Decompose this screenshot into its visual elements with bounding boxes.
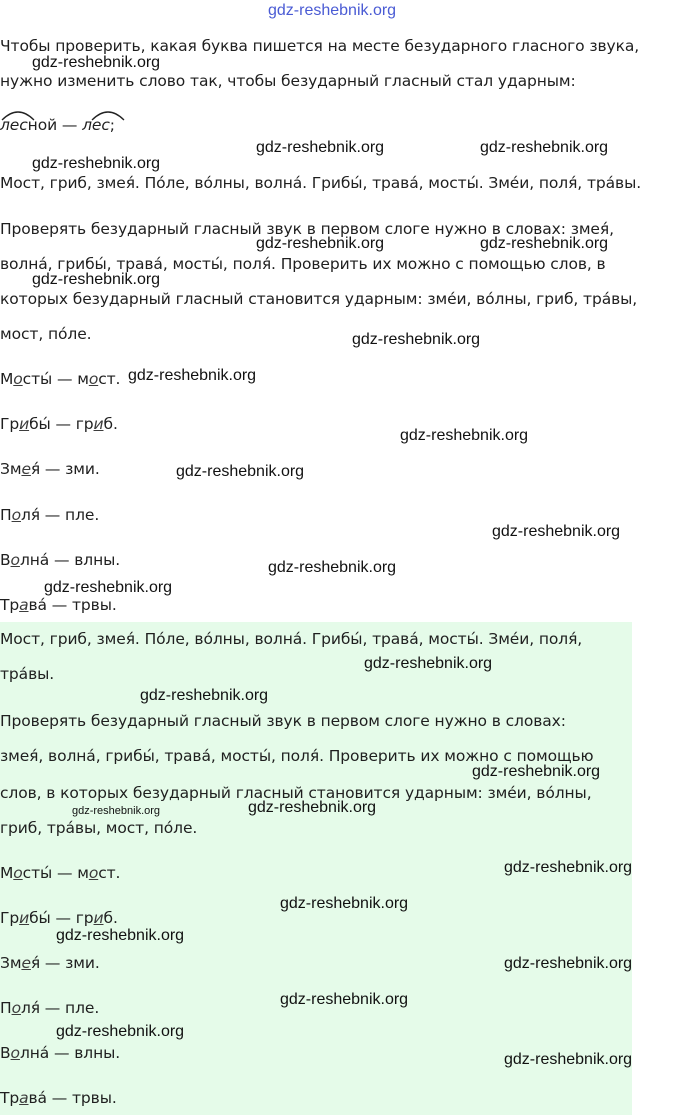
watermark: gdz-reshebnik.org bbox=[56, 927, 185, 944]
pair-row: Трава́ — трвы. bbox=[0, 596, 117, 614]
para-line-3: которых безударный гласный становится ударным: зме́и, во́лны, гриб, тра́вы, bbox=[0, 290, 638, 308]
watermark: gdz-reshebnik.org bbox=[480, 139, 609, 156]
answer-pair-row: Трава́ — трвы. bbox=[0, 1089, 117, 1107]
intro-line-2: нужно изменить слово так, чтобы безударный гласный стал ударным: bbox=[0, 72, 576, 90]
words-line: Мост, гриб, змея́. По́ле, во́лны, волна́. Грибы́, трава́, мосты́. Зме́и, поля́, тра́вы. bbox=[0, 174, 642, 192]
watermark: gdz-reshebnik.org bbox=[504, 955, 633, 972]
example-suffix: ной — bbox=[27, 116, 78, 134]
pair-row: Мосты́ — мост. bbox=[0, 370, 121, 388]
intro-line-1: Чтобы проверить, какая буква пишется на месте безударного гласного звука, bbox=[0, 37, 640, 55]
answer-words-line-2: тра́вы. bbox=[0, 665, 55, 683]
watermark: gdz-reshebnik.org bbox=[256, 139, 385, 156]
watermark: gdz-reshebnik.org bbox=[400, 427, 529, 444]
watermark: gdz-reshebnik.org bbox=[32, 54, 161, 71]
answer-pair-row: Поля́ — пле. bbox=[0, 999, 100, 1017]
example-check-word bbox=[0, 115, 115, 135]
watermark: gdz-reshebnik.org bbox=[504, 859, 633, 876]
answer-pair-row: Волна́ — влны. bbox=[0, 1044, 121, 1062]
pair-row: Поля́ — пле. bbox=[0, 506, 100, 524]
watermark: gdz-reshebnik.org bbox=[44, 579, 173, 596]
watermark: gdz-reshebnik.org bbox=[504, 1051, 633, 1068]
para-line-1: Проверять безударный гласный звук в первом слоге нужно в словах: змея́, bbox=[0, 220, 614, 238]
watermark: gdz-reshebnik.org bbox=[32, 155, 161, 172]
watermark: gdz-reshebnik.org bbox=[280, 895, 409, 912]
watermark: gdz-reshebnik.org bbox=[492, 523, 621, 540]
watermark: gdz-reshebnik.org bbox=[480, 235, 609, 252]
watermark: gdz-reshebnik.org bbox=[56, 1023, 185, 1040]
watermark: gdz-reshebnik.org bbox=[32, 271, 161, 288]
answer-pair-row: Змея́ — зми. bbox=[0, 954, 100, 972]
watermark: gdz-reshebnik.org bbox=[248, 799, 377, 816]
watermark: gdz-reshebnik.org bbox=[268, 559, 397, 576]
answer-pair-row: Грибы́ — гриб. bbox=[0, 909, 118, 927]
answer-words-line-1: Мост, гриб, змея́. По́ле, во́лны, волна́. Грибы́, трава́, мосты́. Зме́и, поля́, bbox=[0, 630, 583, 648]
para-line-2: волна́, грибы́, трава́, мосты́, поля́. Проверить их можно с помощью слов, в bbox=[0, 255, 606, 273]
example-root-1: лес bbox=[0, 116, 28, 134]
answer-para-line-4: гриб, тра́вы, мост, по́ле. bbox=[0, 819, 198, 837]
site-header-link[interactable]: gdz-reshebnik.org bbox=[268, 2, 397, 19]
para-line-4: мост, по́ле. bbox=[0, 325, 92, 343]
watermark: gdz-reshebnik.org bbox=[352, 331, 481, 348]
watermark: gdz-reshebnik.org bbox=[472, 763, 601, 780]
pair-row: Грибы́ — гриб. bbox=[0, 415, 118, 433]
answer-para-line-2: змея́, волна́, грибы́, трава́, мосты́, поля́. Проверить их можно с помощью bbox=[0, 747, 594, 765]
example-root-2: лес bbox=[82, 116, 110, 134]
watermark: gdz-reshebnik.org bbox=[364, 655, 493, 672]
example-end: ; bbox=[109, 116, 115, 134]
watermark: gdz-reshebnik.org bbox=[176, 463, 305, 480]
pair-row: Волна́ — влны. bbox=[0, 551, 121, 569]
pair-row: Змея́ — зми. bbox=[0, 460, 100, 478]
watermark: gdz-reshebnik.org bbox=[280, 991, 409, 1008]
watermark-small: gdz-reshebnik.org bbox=[72, 805, 161, 817]
watermark: gdz-reshebnik.org bbox=[256, 235, 385, 252]
watermark: gdz-reshebnik.org bbox=[128, 367, 257, 384]
answer-para-line-1: Проверять безударный гласный звук в первом слоге нужно в словах: bbox=[0, 712, 566, 730]
answer-pair-row: Мосты́ — мост. bbox=[0, 864, 121, 882]
answer-para-line-3: слов, в которых безударный гласный становится ударным: зме́и, во́лны, bbox=[0, 784, 592, 802]
watermark: gdz-reshebnik.org bbox=[140, 687, 269, 704]
